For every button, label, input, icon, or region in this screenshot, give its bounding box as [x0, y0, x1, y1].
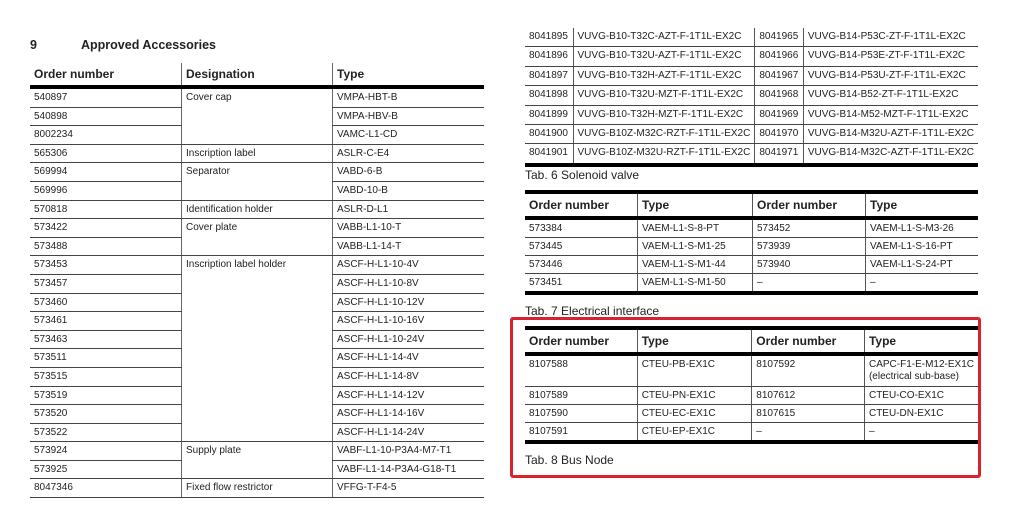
order-number-cell: 8107615 [752, 405, 865, 423]
section-number: 9 [30, 38, 37, 52]
type-cell: VUVG-B14-P53C-ZT-F-1T1L-EX2C [803, 28, 978, 47]
type-cell: VUVG-B14-M32C-AZT-F-1T1L-EX2C [803, 144, 978, 165]
designation-cell [182, 460, 333, 479]
table-row [30, 163, 484, 182]
table-row [30, 274, 484, 293]
order-number-cell: 8041967 [755, 66, 804, 85]
designation-cell: Supply plate [182, 442, 333, 461]
order-number-cell: 8041966 [755, 47, 804, 66]
type-text: CAPC-F1-E-M12-EX1C [868, 359, 974, 370]
order-number-cell: 8041897 [525, 66, 573, 85]
order-number-cell: 573446 [525, 256, 638, 274]
designation-cell: Cover cap [182, 87, 333, 107]
type-cell: ASCF-H-L1-10-4V [333, 256, 485, 275]
order-number-cell: 573463 [30, 330, 182, 349]
designation-cell [182, 293, 333, 312]
header-order-number: Order number [525, 192, 638, 218]
order-number-cell: 570818 [30, 200, 182, 219]
type-cell: CTEU-PB-EX1C [637, 354, 752, 387]
order-number-cell: 573515 [30, 367, 182, 386]
solenoid-header-row [525, 192, 978, 218]
order-number-cell: 8107592 [752, 354, 865, 387]
type-cell: ASCF-H-L1-10-12V [333, 293, 485, 312]
order-number-cell: 573520 [30, 405, 182, 424]
table-row [30, 293, 484, 312]
table-row [30, 237, 484, 256]
order-number-cell: 573940 [753, 256, 866, 274]
type-cell: ASCF-H-L1-14-8V [333, 367, 485, 386]
type-cell: CTEU-EC-EX1C [637, 405, 752, 423]
order-number-cell: 573451 [525, 274, 638, 294]
header-order-number-2: Order number [752, 328, 865, 354]
order-number-cell: 573445 [525, 238, 638, 256]
accessories-header-row [30, 63, 484, 87]
table-row [525, 218, 978, 238]
designation-cell: Cover plate [182, 219, 333, 238]
table-row [30, 219, 484, 238]
type-cell: VABF-L1-10-P3A4-M7-T1 [333, 442, 485, 461]
table-row [30, 126, 484, 145]
order-number-cell: 573488 [30, 237, 182, 256]
order-number-cell: 573925 [30, 460, 182, 479]
table-row [30, 144, 484, 163]
header-type: Type [333, 63, 485, 87]
order-number-cell: 565306 [30, 144, 182, 163]
order-number-cell: 573457 [30, 274, 182, 293]
table-row [525, 274, 978, 294]
order-number-cell: 573511 [30, 349, 182, 368]
header-designation: Designation [182, 63, 333, 87]
designation-cell [182, 423, 333, 442]
order-number-cell: – [752, 423, 865, 443]
order-number-cell: 8041965 [755, 28, 804, 47]
designation-cell [182, 274, 333, 293]
type-cell: ASCF-H-L1-10-8V [333, 274, 485, 293]
section-heading [30, 38, 216, 52]
type-cell: VABB-L1-10-T [333, 219, 485, 238]
table-row [30, 405, 484, 424]
order-number-cell: 8107612 [752, 387, 865, 405]
table-row [30, 386, 484, 405]
table-row [30, 200, 484, 219]
table-row [30, 479, 484, 498]
designation-cell: Inscription label [182, 144, 333, 163]
order-number-cell: 573522 [30, 423, 182, 442]
designation-cell: Inscription label holder [182, 256, 333, 275]
order-number-cell: 573519 [30, 386, 182, 405]
type-cell: VUVG-B14-M32U-AZT-F-1T1L-EX2C [803, 125, 978, 144]
type-cell: VUVG-B10-T32U-AZT-F-1T1L-EX2C [573, 47, 755, 66]
table-row [30, 460, 484, 479]
type-cell: VUVG-B10-T32H-MZT-F-1T1L-EX2C [573, 105, 755, 124]
type-cell: CTEU-PN-EX1C [637, 387, 752, 405]
accessories-table [30, 63, 484, 498]
type-cell: VUVG-B14-M52-MZT-F-1T1L-EX2C [803, 105, 978, 124]
type-cell: VUVG-B14-P53U-ZT-F-1T1L-EX2C [803, 66, 978, 85]
table-row [30, 367, 484, 386]
type-cell: VUVG-B14-P53E-ZT-F-1T1L-EX2C [803, 47, 978, 66]
table-row [30, 330, 484, 349]
solenoid-table [525, 190, 978, 295]
table-row [525, 105, 978, 124]
order-number-cell: 569996 [30, 181, 182, 200]
order-number-cell: 573422 [30, 219, 182, 238]
table-caption-bus-node: Tab. 8 Bus Node [525, 453, 614, 467]
header-order-number: Order number [30, 63, 182, 87]
designation-cell [182, 312, 333, 331]
type-cell: VAEM-L1-S-M3-26 [866, 218, 979, 238]
order-number-cell: 573453 [30, 256, 182, 275]
table-caption-solenoid-valve: Tab. 6 Solenoid valve [525, 168, 640, 182]
header-type-2: Type [864, 328, 978, 354]
designation-cell [182, 107, 333, 126]
type-cell: VAEM-L1-S-M1-50 [638, 274, 753, 294]
type-cell: ASCF-H-L1-10-24V [333, 330, 485, 349]
table-row [525, 86, 978, 105]
type-cell: CTEU-DN-EX1C [864, 405, 978, 423]
type-cell: CTEU-EP-EX1C [637, 423, 752, 443]
header-type: Type [638, 192, 753, 218]
order-number-cell: 8107591 [525, 423, 637, 443]
order-number-cell: 573384 [525, 218, 638, 238]
order-number-cell: 573452 [753, 218, 866, 238]
designation-cell [182, 126, 333, 145]
table-row [525, 66, 978, 85]
table-row [30, 181, 484, 200]
header-type: Type [637, 328, 752, 354]
order-number-cell: 8041899 [525, 105, 573, 124]
order-number-cell: 8041968 [755, 86, 804, 105]
designation-cell [182, 386, 333, 405]
type-cell: VAEM-L1-S-M1-25 [638, 238, 753, 256]
type-cell: CTEU-CO-EX1C [864, 387, 978, 405]
type-cell: VMPA-HBV-B [333, 107, 485, 126]
table-row [525, 238, 978, 256]
type-cell: VMPA-HBT-B [333, 87, 485, 107]
order-number-cell: 8041969 [755, 105, 804, 124]
highlight-box [510, 317, 981, 478]
designation-cell [182, 237, 333, 256]
order-number-cell: 8041895 [525, 28, 573, 47]
type-cell: VUVG-B14-B52-ZT-F-1T1L-EX2C [803, 86, 978, 105]
order-number-cell: 573461 [30, 312, 182, 331]
table-row [30, 256, 484, 275]
order-number-cell: 8041896 [525, 47, 573, 66]
designation-cell [182, 405, 333, 424]
order-number-cell: 8041901 [525, 144, 573, 165]
order-number-cell: 569994 [30, 163, 182, 182]
table-caption-electrical-interface: Tab. 7 Electrical interface [525, 304, 660, 318]
designation-cell: Separator [182, 163, 333, 182]
type-cell: VUVG-B10Z-M32U-RZT-F-1T1L-EX2C [573, 144, 755, 165]
type-cell: ASCF-H-L1-14-12V [333, 386, 485, 405]
table-row [30, 312, 484, 331]
order-number-cell: 8041970 [755, 125, 804, 144]
header-order-number-2: Order number [753, 192, 866, 218]
table-row [30, 442, 484, 461]
order-number-cell: 540898 [30, 107, 182, 126]
table-row [525, 47, 978, 66]
designation-cell [182, 330, 333, 349]
table-row [525, 144, 978, 165]
table-row [30, 107, 484, 126]
order-number-cell: 540897 [30, 87, 182, 107]
header-type-2: Type [866, 192, 979, 218]
type-cell: VUVG-B10Z-M32C-RZT-F-1T1L-EX2C [573, 125, 755, 144]
section-title: Approved Accessories [81, 38, 217, 52]
type-cell: VABD-6-B [333, 163, 485, 182]
type-cell: ASCF-H-L1-14-16V [333, 405, 485, 424]
type-cell: VAEM-L1-S-M1-44 [638, 256, 753, 274]
type-cell: VABF-L1-14-P3A4-G18-T1 [333, 460, 485, 479]
designation-cell [182, 349, 333, 368]
header-order-number: Order number [525, 328, 637, 354]
order-number-cell: 573939 [753, 238, 866, 256]
order-number-cell: 8047346 [30, 479, 182, 498]
type-cell: VAEM-L1-S-8-PT [638, 218, 753, 238]
type-cell: VFFG-T-F4-5 [333, 479, 485, 498]
type-cell: – [864, 423, 978, 443]
type-cell: ASCF-H-L1-10-16V [333, 312, 485, 331]
type-note: (electrical sub-base) [868, 371, 960, 382]
order-number-cell: 8107589 [525, 387, 637, 405]
table-row [525, 125, 978, 144]
table-row [30, 87, 484, 107]
type-cell: VABD-10-B [333, 181, 485, 200]
type-cell: VAEM-L1-S-16-PT [866, 238, 979, 256]
order-number-cell: – [753, 274, 866, 294]
order-number-cell: 8002234 [30, 126, 182, 145]
designation-cell: Fixed flow restrictor [182, 479, 333, 498]
order-number-cell: 8107590 [525, 405, 637, 423]
designation-cell [182, 181, 333, 200]
order-number-cell: 573460 [30, 293, 182, 312]
type-cell: VABB-L1-14-T [333, 237, 485, 256]
designation-cell [182, 367, 333, 386]
type-cell: VAMC-L1-CD [333, 126, 485, 145]
order-number-cell: 8041971 [755, 144, 804, 165]
order-number-cell: 8041898 [525, 86, 573, 105]
type-cell: ASCF-H-L1-14-24V [333, 423, 485, 442]
type-cell: ASLR-D-L1 [333, 200, 485, 219]
type-cell: ASLR-C-E4 [333, 144, 485, 163]
order-number-cell: 573924 [30, 442, 182, 461]
table-row [525, 28, 978, 47]
table-row [525, 256, 978, 274]
type-cell: ASCF-H-L1-14-4V [333, 349, 485, 368]
type-cell: VUVG-B10-T32H-AZT-F-1T1L-EX2C [573, 66, 755, 85]
designation-cell: Identification holder [182, 200, 333, 219]
valve-table [525, 28, 978, 167]
order-number-cell: 8041900 [525, 125, 573, 144]
type-cell: VUVG-B10-T32U-MZT-F-1T1L-EX2C [573, 86, 755, 105]
type-cell: VAEM-L1-S-24-PT [866, 256, 979, 274]
type-cell: – [866, 274, 979, 294]
order-number-cell: 8107588 [525, 354, 637, 387]
type-cell: VUVG-B10-T32C-AZT-F-1T1L-EX2C [573, 28, 755, 47]
table-row [30, 349, 484, 368]
table-row [30, 423, 484, 442]
